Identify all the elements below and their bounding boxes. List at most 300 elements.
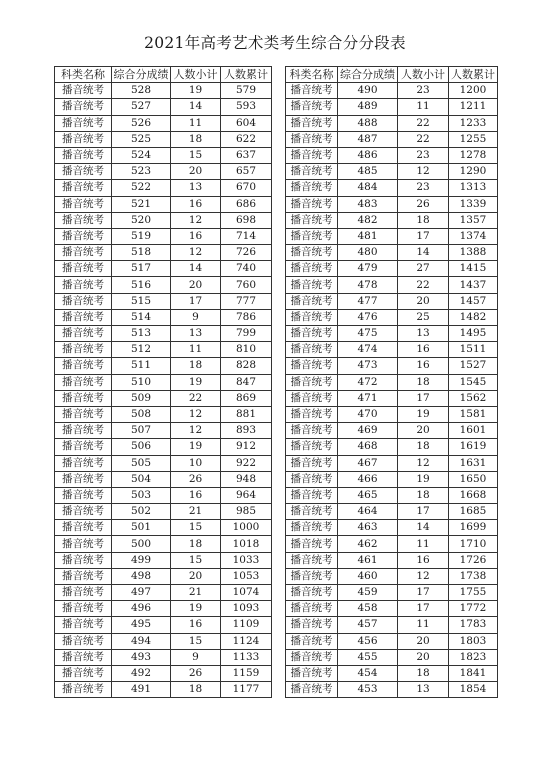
cell-count: 14 <box>171 99 221 115</box>
cell-score: 479 <box>338 261 398 277</box>
cell-cumulative: 1545 <box>449 374 498 390</box>
table-row <box>55 423 272 439</box>
cell-count: 18 <box>171 131 221 147</box>
cell-subject: 播音统考 <box>55 245 112 261</box>
cell-count: 19 <box>171 374 221 390</box>
table-row <box>286 83 498 99</box>
cell-subject: 播音统考 <box>55 504 112 520</box>
cell-subject: 播音统考 <box>55 326 112 342</box>
cell-cumulative: 698 <box>221 212 272 228</box>
cell-cumulative: 637 <box>221 147 272 163</box>
cell-subject: 播音统考 <box>286 147 338 163</box>
table-row <box>55 536 272 552</box>
cell-score: 511 <box>112 358 171 374</box>
table-row <box>55 164 272 180</box>
cell-count: 26 <box>171 665 221 681</box>
cell-subject: 播音统考 <box>55 617 112 633</box>
cell-score: 520 <box>112 212 171 228</box>
cell-cumulative: 1710 <box>449 536 498 552</box>
cell-subject: 播音统考 <box>286 277 338 293</box>
cell-subject: 播音统考 <box>55 164 112 180</box>
cell-subject: 播音统考 <box>55 180 112 196</box>
cell-score: 485 <box>338 164 398 180</box>
cell-count: 20 <box>171 164 221 180</box>
table-row <box>286 342 498 358</box>
table-row <box>55 601 272 617</box>
cell-count: 17 <box>398 504 449 520</box>
cell-score: 489 <box>338 99 398 115</box>
cell-count: 15 <box>171 633 221 649</box>
table-row <box>286 390 498 406</box>
cell-cumulative: 1357 <box>449 212 498 228</box>
cell-count: 16 <box>171 196 221 212</box>
cell-score: 466 <box>338 471 398 487</box>
table-row <box>55 228 272 244</box>
cell-count: 16 <box>171 617 221 633</box>
cell-count: 20 <box>171 277 221 293</box>
cell-score: 482 <box>338 212 398 228</box>
cell-score: 504 <box>112 471 171 487</box>
table-row <box>286 520 498 536</box>
cell-subject: 播音统考 <box>55 228 112 244</box>
cell-score: 468 <box>338 439 398 455</box>
cell-subject: 播音统考 <box>55 455 112 471</box>
header-count: 人数小计 <box>398 67 449 83</box>
cell-count: 15 <box>171 552 221 568</box>
table-row <box>286 665 498 681</box>
table-row <box>286 471 498 487</box>
cell-score: 464 <box>338 504 398 520</box>
cell-count: 18 <box>398 487 449 503</box>
cell-cumulative: 912 <box>221 439 272 455</box>
table-row <box>55 504 272 520</box>
table-row <box>55 212 272 228</box>
cell-score: 469 <box>338 423 398 439</box>
cell-subject: 播音统考 <box>55 390 112 406</box>
header-cumulative: 人数累计 <box>449 67 498 83</box>
cell-cumulative: 1109 <box>221 617 272 633</box>
table-row <box>286 649 498 665</box>
table-row <box>55 455 272 471</box>
cell-subject: 播音统考 <box>55 342 112 358</box>
cell-count: 16 <box>398 552 449 568</box>
cell-score: 513 <box>112 326 171 342</box>
cell-cumulative: 593 <box>221 99 272 115</box>
cell-count: 20 <box>398 633 449 649</box>
cell-count: 18 <box>171 682 221 698</box>
cell-cumulative: 622 <box>221 131 272 147</box>
cell-count: 12 <box>171 423 221 439</box>
table-row <box>286 487 498 503</box>
cell-subject: 播音统考 <box>286 665 338 681</box>
cell-subject: 播音统考 <box>55 196 112 212</box>
cell-count: 27 <box>398 261 449 277</box>
cell-subject: 播音统考 <box>55 99 112 115</box>
cell-subject: 播音统考 <box>286 358 338 374</box>
cell-subject: 播音统考 <box>55 568 112 584</box>
cell-count: 11 <box>171 115 221 131</box>
table-row <box>286 293 498 309</box>
table-row <box>286 228 498 244</box>
cell-score: 486 <box>338 147 398 163</box>
cell-subject: 播音统考 <box>55 358 112 374</box>
cell-count: 11 <box>398 617 449 633</box>
table-row <box>55 390 272 406</box>
cell-count: 9 <box>171 649 221 665</box>
cell-score: 477 <box>338 293 398 309</box>
table-row <box>55 147 272 163</box>
cell-cumulative: 1755 <box>449 585 498 601</box>
table-row <box>286 455 498 471</box>
cell-score: 474 <box>338 342 398 358</box>
cell-subject: 播音统考 <box>286 423 338 439</box>
cell-cumulative: 670 <box>221 180 272 196</box>
cell-subject: 播音统考 <box>55 147 112 163</box>
cell-cumulative: 847 <box>221 374 272 390</box>
cell-count: 11 <box>171 342 221 358</box>
cell-count: 22 <box>398 131 449 147</box>
cell-score: 493 <box>112 649 171 665</box>
header-score: 综合分成绩 <box>338 67 398 83</box>
cell-score: 471 <box>338 390 398 406</box>
cell-subject: 播音统考 <box>286 99 338 115</box>
cell-cumulative: 893 <box>221 423 272 439</box>
cell-score: 467 <box>338 455 398 471</box>
table-row <box>286 682 498 698</box>
table-row <box>55 374 272 390</box>
cell-score: 492 <box>112 665 171 681</box>
cell-subject: 播音统考 <box>286 261 338 277</box>
cell-score: 514 <box>112 309 171 325</box>
cell-subject: 播音统考 <box>55 665 112 681</box>
cell-count: 25 <box>398 309 449 325</box>
cell-cumulative: 1388 <box>449 245 498 261</box>
cell-cumulative: 1685 <box>449 504 498 520</box>
cell-cumulative: 1018 <box>221 536 272 552</box>
table-body-right <box>286 83 498 698</box>
table-row <box>55 471 272 487</box>
cell-score: 484 <box>338 180 398 196</box>
cell-count: 19 <box>398 406 449 422</box>
cell-subject: 播音统考 <box>286 633 338 649</box>
cell-score: 503 <box>112 487 171 503</box>
cell-score: 459 <box>338 585 398 601</box>
cell-subject: 播音统考 <box>55 293 112 309</box>
cell-cumulative: 1290 <box>449 164 498 180</box>
cell-cumulative: 1783 <box>449 617 498 633</box>
cell-cumulative: 1339 <box>449 196 498 212</box>
cell-score: 475 <box>338 326 398 342</box>
cell-score: 481 <box>338 228 398 244</box>
cell-cumulative: 604 <box>221 115 272 131</box>
cell-subject: 播音统考 <box>55 423 112 439</box>
cell-cumulative: 1650 <box>449 471 498 487</box>
cell-score: 458 <box>338 601 398 617</box>
table-row <box>55 406 272 422</box>
table-row <box>286 358 498 374</box>
cell-count: 23 <box>398 147 449 163</box>
table-row <box>55 196 272 212</box>
cell-cumulative: 1278 <box>449 147 498 163</box>
cell-cumulative: 948 <box>221 471 272 487</box>
cell-cumulative: 1726 <box>449 552 498 568</box>
cell-count: 12 <box>398 455 449 471</box>
cell-cumulative: 1482 <box>449 309 498 325</box>
cell-count: 19 <box>398 471 449 487</box>
table-row <box>286 439 498 455</box>
cell-subject: 播音统考 <box>286 228 338 244</box>
cell-count: 19 <box>171 439 221 455</box>
cell-score: 498 <box>112 568 171 584</box>
table-row <box>55 487 272 503</box>
cell-count: 14 <box>398 520 449 536</box>
cell-cumulative: 1093 <box>221 601 272 617</box>
cell-subject: 播音统考 <box>286 115 338 131</box>
cell-subject: 播音统考 <box>55 682 112 698</box>
cell-subject: 播音统考 <box>286 682 338 698</box>
cell-subject: 播音统考 <box>286 649 338 665</box>
cell-cumulative: 1033 <box>221 552 272 568</box>
cell-subject: 播音统考 <box>55 439 112 455</box>
cell-count: 22 <box>171 390 221 406</box>
cell-subject: 播音统考 <box>286 212 338 228</box>
cell-score: 516 <box>112 277 171 293</box>
cell-score: 465 <box>338 487 398 503</box>
cell-score: 457 <box>338 617 398 633</box>
cell-score: 501 <box>112 520 171 536</box>
table-row <box>55 115 272 131</box>
cell-cumulative: 1457 <box>449 293 498 309</box>
cell-cumulative: 1495 <box>449 326 498 342</box>
cell-score: 499 <box>112 552 171 568</box>
cell-count: 18 <box>398 374 449 390</box>
cell-count: 26 <box>171 471 221 487</box>
cell-score: 512 <box>112 342 171 358</box>
header-subject: 科类名称 <box>286 67 338 83</box>
cell-subject: 播音统考 <box>286 568 338 584</box>
table-header-row <box>55 67 272 83</box>
table-row <box>286 99 498 115</box>
table-row <box>55 649 272 665</box>
cell-score: 456 <box>338 633 398 649</box>
table-row <box>286 164 498 180</box>
table-body-left <box>55 83 272 698</box>
cell-subject: 播音统考 <box>55 536 112 552</box>
cell-subject: 播音统考 <box>55 212 112 228</box>
table-row <box>55 682 272 698</box>
cell-count: 13 <box>398 326 449 342</box>
cell-cumulative: 657 <box>221 164 272 180</box>
table-row <box>286 180 498 196</box>
cell-score: 454 <box>338 665 398 681</box>
cell-subject: 播音统考 <box>55 552 112 568</box>
cell-score: 491 <box>112 682 171 698</box>
table-row <box>55 83 272 99</box>
table-row <box>286 115 498 131</box>
cell-cumulative: 579 <box>221 83 272 99</box>
cell-cumulative: 1511 <box>449 342 498 358</box>
table-row <box>286 212 498 228</box>
cell-count: 13 <box>398 682 449 698</box>
cell-subject: 播音统考 <box>286 374 338 390</box>
cell-score: 525 <box>112 131 171 147</box>
cell-cumulative: 686 <box>221 196 272 212</box>
table-row <box>286 196 498 212</box>
cell-score: 470 <box>338 406 398 422</box>
table-row <box>286 406 498 422</box>
cell-subject: 播音统考 <box>286 617 338 633</box>
cell-count: 20 <box>398 293 449 309</box>
cell-cumulative: 760 <box>221 277 272 293</box>
cell-count: 19 <box>171 83 221 99</box>
cell-subject: 播音统考 <box>286 471 338 487</box>
table-row <box>55 633 272 649</box>
table-row <box>286 147 498 163</box>
table-row <box>286 504 498 520</box>
cell-subject: 播音统考 <box>55 261 112 277</box>
table-row <box>286 374 498 390</box>
table-row <box>286 585 498 601</box>
cell-subject: 播音统考 <box>286 585 338 601</box>
table-row <box>55 520 272 536</box>
cell-cumulative: 714 <box>221 228 272 244</box>
cell-cumulative: 1374 <box>449 228 498 244</box>
cell-subject: 播音统考 <box>55 277 112 293</box>
cell-cumulative: 1699 <box>449 520 498 536</box>
cell-count: 12 <box>171 406 221 422</box>
cell-subject: 播音统考 <box>286 309 338 325</box>
cell-subject: 播音统考 <box>286 552 338 568</box>
cell-cumulative: 1619 <box>449 439 498 455</box>
cell-score: 507 <box>112 423 171 439</box>
table-row <box>286 568 498 584</box>
table-row <box>55 261 272 277</box>
cell-cumulative: 964 <box>221 487 272 503</box>
cell-score: 528 <box>112 83 171 99</box>
cell-count: 9 <box>171 309 221 325</box>
cell-subject: 播音统考 <box>55 585 112 601</box>
table-row <box>286 277 498 293</box>
cell-cumulative: 1074 <box>221 585 272 601</box>
cell-count: 17 <box>398 228 449 244</box>
cell-cumulative: 1313 <box>449 180 498 196</box>
cell-count: 12 <box>398 164 449 180</box>
cell-score: 461 <box>338 552 398 568</box>
cell-count: 14 <box>171 261 221 277</box>
table-row <box>286 131 498 147</box>
cell-score: 509 <box>112 390 171 406</box>
table-row <box>55 665 272 681</box>
cell-count: 17 <box>398 585 449 601</box>
cell-subject: 播音统考 <box>286 245 338 261</box>
table-row <box>286 261 498 277</box>
cell-cumulative: 869 <box>221 390 272 406</box>
cell-score: 487 <box>338 131 398 147</box>
cell-count: 18 <box>398 212 449 228</box>
cell-count: 18 <box>398 665 449 681</box>
cell-cumulative: 1772 <box>449 601 498 617</box>
cell-score: 526 <box>112 115 171 131</box>
cell-count: 15 <box>171 520 221 536</box>
cell-score: 455 <box>338 649 398 665</box>
cell-cumulative: 1738 <box>449 568 498 584</box>
table-row <box>286 536 498 552</box>
table-row <box>55 245 272 261</box>
cell-subject: 播音统考 <box>286 180 338 196</box>
cell-score: 495 <box>112 617 171 633</box>
cell-score: 506 <box>112 439 171 455</box>
cell-count: 10 <box>171 455 221 471</box>
cell-subject: 播音统考 <box>286 342 338 358</box>
table-row <box>55 617 272 633</box>
cell-cumulative: 786 <box>221 309 272 325</box>
cell-subject: 播音统考 <box>55 309 112 325</box>
header-subject: 科类名称 <box>55 67 112 83</box>
cell-score: 463 <box>338 520 398 536</box>
cell-cumulative: 1527 <box>449 358 498 374</box>
cell-count: 16 <box>171 228 221 244</box>
cell-count: 14 <box>398 245 449 261</box>
cell-subject: 播音统考 <box>55 520 112 536</box>
cell-score: 524 <box>112 147 171 163</box>
cell-count: 23 <box>398 83 449 99</box>
cell-count: 18 <box>398 439 449 455</box>
table-row <box>55 439 272 455</box>
cell-score: 497 <box>112 585 171 601</box>
cell-count: 22 <box>398 115 449 131</box>
cell-score: 523 <box>112 164 171 180</box>
cell-cumulative: 777 <box>221 293 272 309</box>
cell-cumulative: 881 <box>221 406 272 422</box>
cell-subject: 播音统考 <box>55 115 112 131</box>
header-count: 人数小计 <box>171 67 221 83</box>
cell-count: 13 <box>171 326 221 342</box>
cell-score: 500 <box>112 536 171 552</box>
cell-score: 483 <box>338 196 398 212</box>
table-row <box>55 309 272 325</box>
cell-score: 494 <box>112 633 171 649</box>
cell-count: 20 <box>398 423 449 439</box>
cell-subject: 播音统考 <box>55 471 112 487</box>
table-row <box>286 309 498 325</box>
cell-subject: 播音统考 <box>286 164 338 180</box>
cell-score: 527 <box>112 99 171 115</box>
table-row <box>286 245 498 261</box>
cell-score: 490 <box>338 83 398 99</box>
cell-count: 12 <box>171 212 221 228</box>
cell-cumulative: 1177 <box>221 682 272 698</box>
cell-cumulative: 1133 <box>221 649 272 665</box>
cell-subject: 播音统考 <box>286 131 338 147</box>
cell-count: 11 <box>398 99 449 115</box>
cell-cumulative: 1854 <box>449 682 498 698</box>
cell-cumulative: 922 <box>221 455 272 471</box>
cell-cumulative: 1124 <box>221 633 272 649</box>
cell-subject: 播音统考 <box>286 487 338 503</box>
cell-score: 508 <box>112 406 171 422</box>
table-row <box>55 585 272 601</box>
cell-count: 17 <box>398 390 449 406</box>
cell-score: 462 <box>338 536 398 552</box>
cell-subject: 播音统考 <box>286 455 338 471</box>
cell-cumulative: 1601 <box>449 423 498 439</box>
table-row <box>55 131 272 147</box>
cell-count: 12 <box>398 568 449 584</box>
cell-cumulative: 1562 <box>449 390 498 406</box>
cell-score: 476 <box>338 309 398 325</box>
cell-subject: 播音统考 <box>286 390 338 406</box>
cell-subject: 播音统考 <box>286 83 338 99</box>
